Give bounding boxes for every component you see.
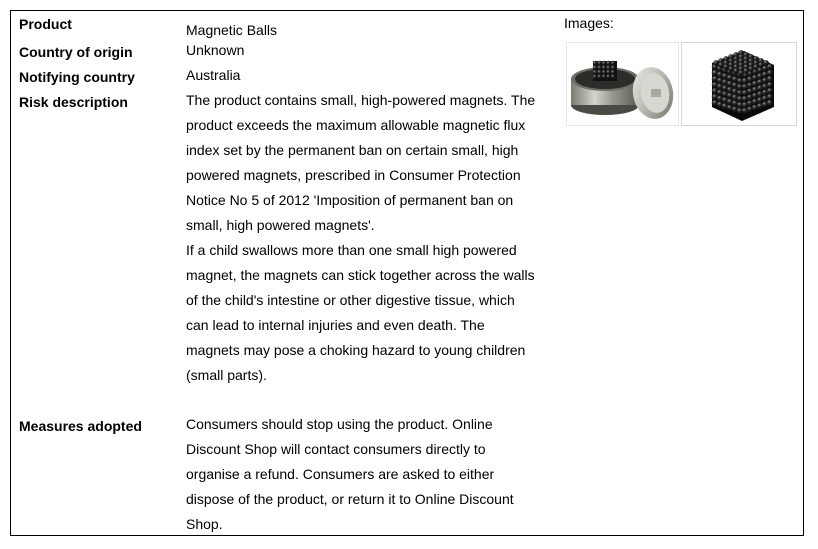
country-of-origin-label: Country of origin xyxy=(19,44,133,60)
measures-adopted-label: Measures adopted xyxy=(19,418,142,434)
risk-line: index set by the permanent ban on certain small, high xyxy=(186,142,519,158)
measures-line: Discount Shop will contact consumers directly to xyxy=(186,441,486,457)
risk-line: If a child swallows more than one small high powered xyxy=(186,242,517,258)
risk-line: The product contains small, high-powered magnets. The xyxy=(186,92,536,108)
notifying-country-value: Australia xyxy=(186,67,241,83)
measures-line: Shop. xyxy=(186,516,223,532)
measures-line: dispose of the product, or return it to Online Discount xyxy=(186,491,514,507)
risk-line: magnet, the magnets can stick together across the walls xyxy=(186,267,535,283)
risk-line: Notice No 5 of 2012 'Imposition of permanent ban on xyxy=(186,192,514,208)
product-value: Magnetic Balls xyxy=(186,22,278,38)
measures-adopted-text xyxy=(186,412,554,537)
risk-line: (small parts). xyxy=(186,367,267,383)
risk-line: small, high powered magnets'. xyxy=(186,217,375,233)
magnetic-balls-cube-photo xyxy=(681,42,797,126)
risk-line: magnets may pose a choking hazard to young children xyxy=(186,342,526,358)
measures-line: organise a refund. Consumers are asked to either xyxy=(186,466,495,482)
risk-description-label: Risk description xyxy=(19,94,128,110)
risk-line: powered magnets, prescribed in Consumer Protection xyxy=(186,167,521,183)
notifying-country-label: Notifying country xyxy=(19,69,135,85)
country-of-origin-value: Unknown xyxy=(186,42,245,58)
images-label: Images: xyxy=(564,15,614,31)
product-label: Product xyxy=(19,16,72,32)
measures-line: Consumers should stop using the product. Online xyxy=(186,416,493,432)
risk-line: of the child's intestine or other digestive tissue, which xyxy=(186,292,515,308)
magnetic-balls-tin-photo xyxy=(566,42,679,126)
risk-description-text xyxy=(186,88,554,388)
risk-line: product exceeds the maximum allowable magnetic flux xyxy=(186,117,526,133)
risk-line: can lead to internal injuries and even death. The xyxy=(186,317,485,333)
